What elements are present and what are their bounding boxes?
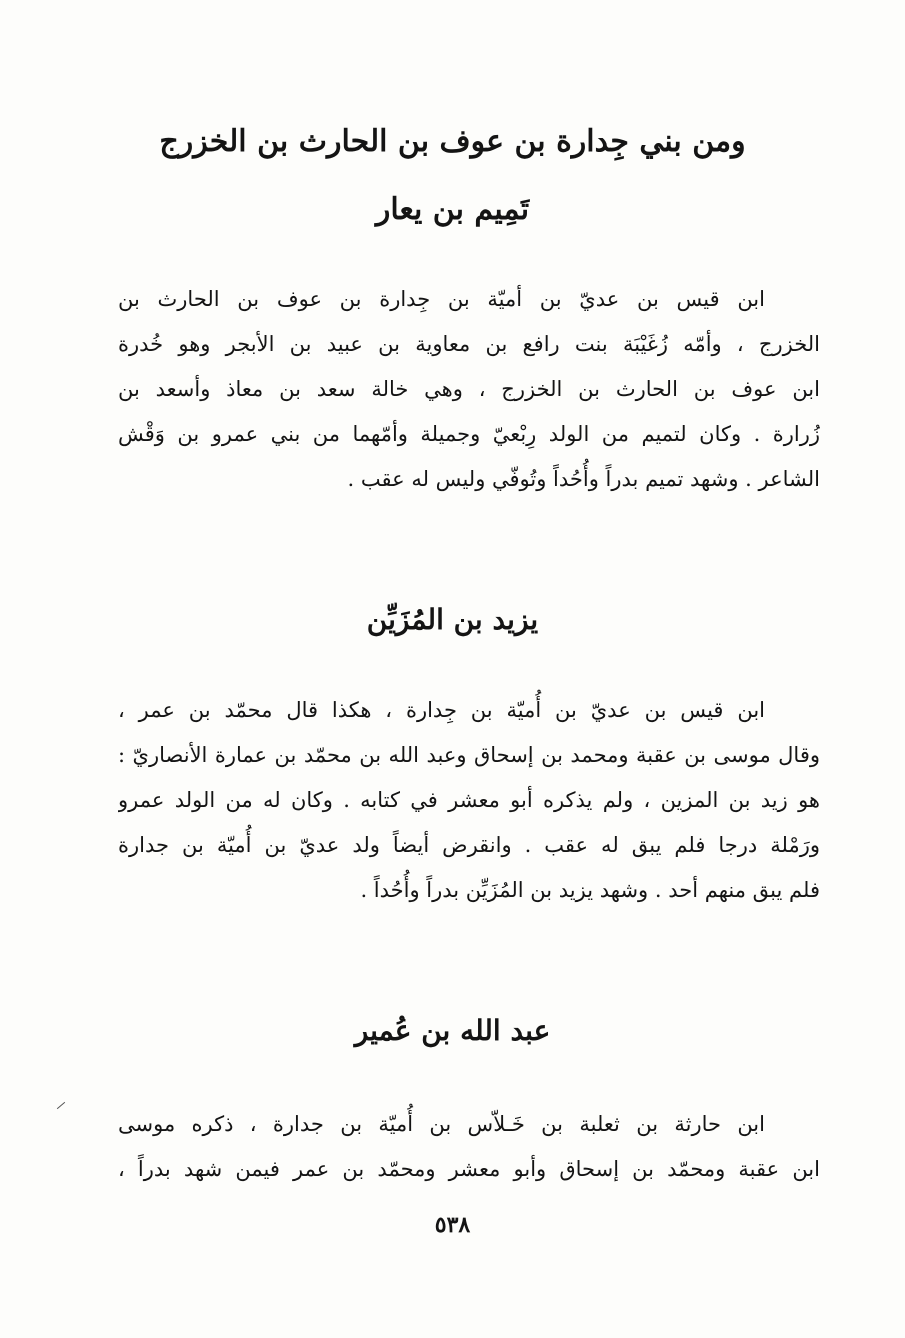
section-heading-abdullah: عبد الله بن عُمير	[354, 1014, 551, 1047]
paragraph-line: ابن حارثة بن ثعلبة بن خَـلاّس بن أُميّة بن جدارة ، ذكره موسى	[118, 1112, 765, 1136]
paragraph-line: فلم يبق منهم أحد . وشهد يزيد بن المُزَيِّن بدراً وأُحُداً .	[360, 878, 820, 902]
paragraph-yazid	[118, 688, 820, 913]
section-heading-tamim: تَمِيم بن يعار	[375, 192, 530, 227]
section-heading-yazid: يزيد بن المُزَيِّن	[366, 603, 539, 636]
paragraph-line: ابن قيس بن عديّ بن أميّة بن جِدارة بن عوف بن الحارث بن	[118, 287, 765, 311]
page-title: ومن بني جِدارة بن عوف بن الحارث بن الخزرج	[159, 124, 746, 159]
paragraph-line: ابن عقبة ومحمّد بن إسحاق وأبو معشر ومحمّد بن عمر فيمن شهد بدراً ،	[118, 1157, 820, 1181]
paragraph-line: وقال موسى بن عقبة ومحمد بن إسحاق وعبد الله بن محمّد بن عمارة الأنصاريّ :	[118, 743, 820, 767]
page-number: ٥٣٨	[434, 1212, 471, 1238]
margin-mark	[57, 1102, 65, 1109]
paragraph-abdullah	[118, 1102, 820, 1192]
paragraph-tamim	[118, 277, 820, 502]
paragraph-line: زُرارة . وكان لتميم من الولد رِبْعيّ وجميلة وأمّهما من بني عمرو بن وَقْش	[118, 422, 820, 446]
paragraph-line: ابن قيس بن عديّ بن أُميّة بن جِدارة ، هكذا قال محمّد بن عمر ،	[118, 698, 765, 722]
paragraph-line: هو زيد بن المزين ، ولم يذكره أبو معشر في كتابه . وكان له من الولد عمرو	[118, 788, 820, 812]
paragraph-line: الشاعر . وشهد تميم بدراً وأُحُداً وتُوفّي وليس له عقب .	[347, 467, 820, 491]
paragraph-line: الخزرج ، وأمّه زُغَيْبَة بنت رافع بن معاوية بن عبيد بن الأبجر وهو خُدرة	[118, 332, 820, 356]
paragraph-line: ابن عوف بن الحارث بن الخزرج ، وهي خالة سعد بن معاذ وأسعد بن	[118, 377, 820, 401]
paragraph-line: ورَمْلة درجا فلم يبق له عقب . وانقرض أيضاً ولد عديّ بن أُميّة بن جدارة	[118, 833, 820, 857]
